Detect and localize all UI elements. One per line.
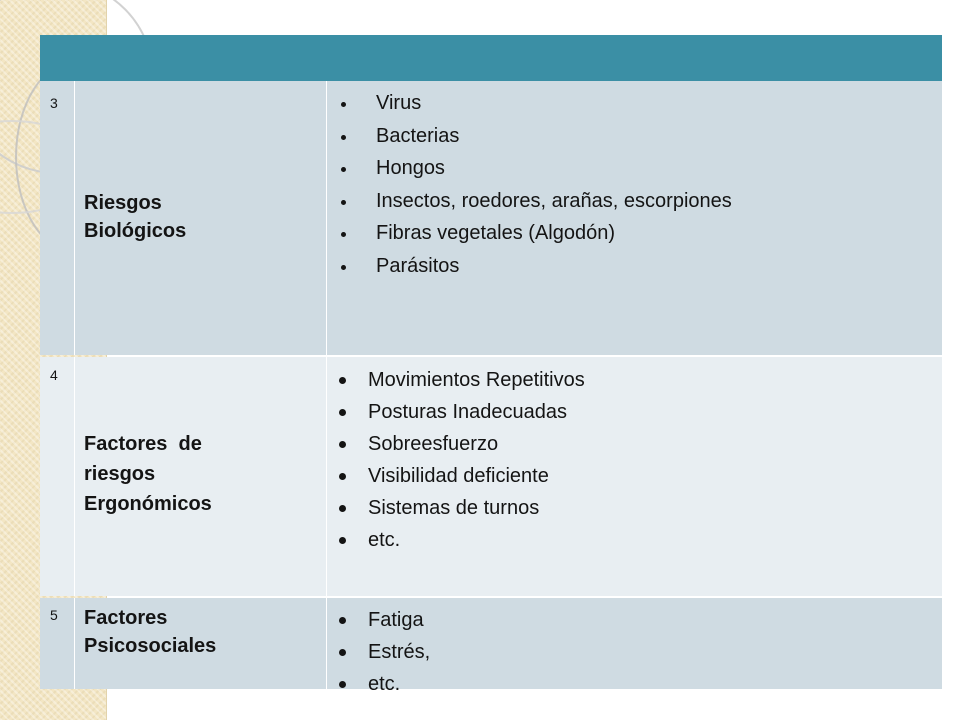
column-divider bbox=[326, 598, 327, 689]
row-number: 5 bbox=[50, 607, 58, 623]
label-line: Factores de bbox=[84, 433, 202, 455]
list-item: Sobreesfuerzo bbox=[336, 428, 585, 460]
list-item: Fatiga bbox=[336, 604, 430, 636]
table-row bbox=[40, 81, 942, 355]
label-line: Biológicos bbox=[84, 220, 187, 242]
list-item: Insectos, roedores, arañas, escorpiones bbox=[336, 185, 732, 218]
column-divider bbox=[74, 81, 75, 355]
list-item: Parásitos bbox=[336, 250, 732, 283]
list-item: Hongos bbox=[336, 152, 732, 185]
column-divider bbox=[326, 81, 327, 355]
list-item: Bacterias bbox=[336, 120, 732, 153]
column-divider bbox=[74, 598, 75, 689]
list-item: Movimientos Repetitivos bbox=[336, 364, 585, 396]
risk-items-list bbox=[336, 87, 732, 282]
list-item: Posturas Inadecuadas bbox=[336, 396, 585, 428]
table-row bbox=[40, 357, 942, 596]
list-item: etc. bbox=[336, 668, 430, 700]
list-item: Visibilidad deficiente bbox=[336, 460, 585, 492]
risk-category-label bbox=[84, 429, 294, 519]
row-number: 3 bbox=[50, 95, 58, 111]
table-row bbox=[40, 598, 942, 695]
risk-category-label bbox=[84, 189, 294, 245]
risk-items-list bbox=[336, 604, 430, 700]
list-item: Fibras vegetales (Algodón) bbox=[336, 217, 732, 250]
label-line: riesgos bbox=[84, 463, 156, 485]
label-line: Factores bbox=[84, 607, 168, 629]
table-header-bar bbox=[40, 35, 942, 81]
label-line: Psicosociales bbox=[84, 635, 217, 657]
label-line: Ergonómicos bbox=[84, 493, 212, 515]
list-item: Sistemas de turnos bbox=[336, 492, 585, 524]
column-divider bbox=[326, 357, 327, 596]
risk-items-list bbox=[336, 364, 585, 556]
list-item: Virus bbox=[336, 87, 732, 120]
list-item: etc. bbox=[336, 524, 585, 556]
column-divider bbox=[74, 357, 75, 596]
label-line: Riesgos bbox=[84, 192, 162, 214]
risk-category-label bbox=[84, 604, 294, 660]
list-item: Estrés, bbox=[336, 636, 430, 668]
row-number: 4 bbox=[50, 367, 58, 383]
risk-table bbox=[40, 35, 942, 695]
